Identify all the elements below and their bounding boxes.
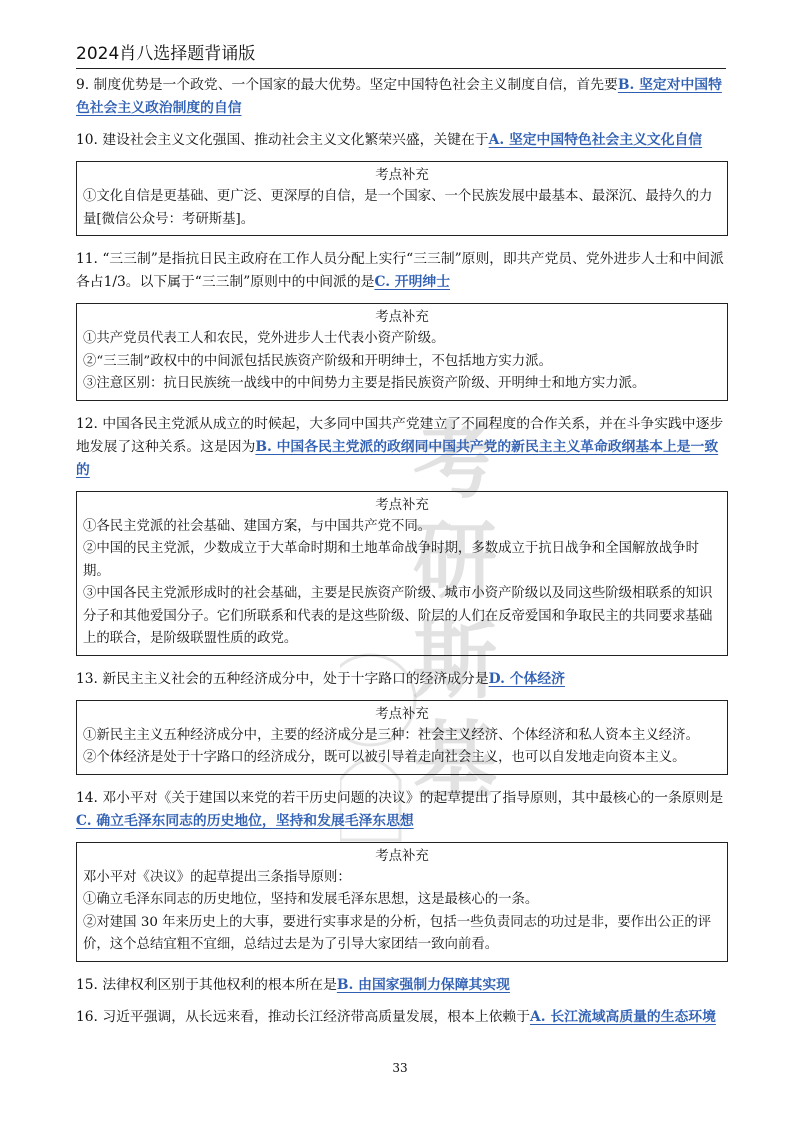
- note-line: ①新民主主义五种经济成分中，主要的经济成分是三种：社会主义经济、个体经济和私人资本主义经济。: [83, 727, 699, 743]
- note-line: ①各民主党派的社会基础、建国方案，与中国共产党不同。: [83, 518, 432, 534]
- note-line: ②对建国 30 年来历史上的大事，要进行实事求是的分析，包括一些负责同志的功过是非，要作出公正的评价，这个总结宜粗不宜细，总结过去是为了引导大家团结一致向前看。: [83, 914, 712, 952]
- note-box-title: 考点补充: [375, 497, 429, 513]
- note-line: ①确立毛泽东同志的历史地位，坚持和发展毛泽东思想，这是最核心的一条。: [83, 892, 539, 907]
- question-text: 11. “三三制”是指抗日民主政府在工作人员分配上实行“三三制”原则，即共产党员、党外进步人士和中间派各占1/3。以下属于“三三制”原则中的中间派的是: [76, 251, 724, 290]
- header-title: 2024肖八选择题背诵版: [76, 44, 256, 64]
- question-11: [76, 248, 728, 294]
- note-line: ③中国各民主党派形成时的社会基础，主要是民族资产阶级、城市小资产阶级以及同这些阶级相联系的知识分子和其他爱国分子。它们所联系和代表的是这些阶级、阶层的人们在反帝爱国和争取民主的共同要求基础上的联合，是阶级联盟性质的政党。: [83, 586, 713, 646]
- note-box: [76, 491, 728, 656]
- answer-text: D. 个体经济: [488, 670, 565, 687]
- question-text: 12. 中国各民主党派从成立的时候起，大多同中国共产党建立了不同程度的合作关系，并在斗争实践中逐步地发展了这种关系。这是因为: [76, 415, 724, 455]
- note-line: ②个体经济是处于十字路口的经济成分，既可以被引导着走向社会主义，也可以自发地走向资本主义。: [83, 750, 686, 765]
- note-box: [76, 700, 728, 775]
- watermark-char: 考: [412, 411, 498, 510]
- answer-text: B. 中国各民主党派的政纲同中国共产党的新民主主义革命政纲基本上是一致的: [76, 438, 719, 478]
- note-line: ②“三三制”政权中的中间派包括民族资产阶级和开明绅士，不包括地方实力派。: [83, 353, 552, 369]
- answer-text: A. 长江流域高质量的生态环境: [530, 1008, 716, 1025]
- answer-text: B. 坚定对中国特色社会主义政治制度的自信: [76, 77, 722, 116]
- note-box-title: 考点补充: [375, 168, 429, 183]
- watermark-char: 研: [412, 511, 498, 610]
- watermark-char: 斯: [412, 611, 498, 710]
- page-number: 33: [392, 1061, 408, 1075]
- answer-text: C. 确立毛泽东同志的历史地位，坚持和发展毛泽东思想: [76, 812, 414, 829]
- question-13: [76, 668, 728, 691]
- note-line: ①共产党员代表工人和农民，党外进步人士代表小资产阶级。: [83, 331, 445, 346]
- question-text: 14. 邓小平对《关于建国以来党的若干历史问题的决议》的起草提出了指导原则，其中最核心的一条原则是: [76, 789, 724, 806]
- question-text: 15. 法律权利区别于其他权利的根本所在是: [76, 976, 337, 993]
- question-14: [76, 787, 728, 833]
- note-box-title: 考点补充: [375, 310, 429, 325]
- question-text: 9. 制度优势是一个政党、一个国家的最大优势。坚定中国特色社会主义制度自信，首先要: [76, 77, 618, 93]
- watermark-char: 基: [412, 711, 498, 810]
- page-header: [76, 40, 726, 69]
- question-text: 16. 习近平强调，从长远来看，推动长江经济带高质量发展，根本上依赖于: [76, 1008, 531, 1025]
- page-content: [76, 74, 728, 1038]
- note-line: ③注意区别：抗日民族统一战线中的中间势力主要是指民族资产阶级、开明绅士和地方实力派。: [83, 376, 646, 391]
- answer-text: C. 开明绅士: [374, 274, 450, 290]
- note-box: [76, 161, 728, 236]
- question-text: 10. 建设社会主义文化强国、推动社会主义文化繁荣兴盛，关键在于: [76, 132, 489, 148]
- note-box: [76, 303, 728, 401]
- question-12: [76, 413, 728, 482]
- question-16: [76, 1006, 728, 1029]
- question-9: [76, 74, 728, 120]
- question-15: [76, 974, 728, 997]
- question-text: 13. 新民主主义社会的五种经济成分中，处于十字路口的经济成分是: [76, 670, 489, 687]
- question-10: [76, 129, 728, 152]
- note-line: 邓小平对《决议》的起草提出三条指导原则：: [83, 869, 351, 885]
- note-box-title: 考点补充: [375, 706, 429, 722]
- note-box: [76, 842, 728, 962]
- answer-text: B. 由国家强制力保障其实现: [336, 976, 510, 993]
- answer-text: A. 坚定中国特色社会主义文化自信: [488, 132, 703, 148]
- note-box-title: 考点补充: [375, 848, 429, 864]
- note-line: ①文化自信是更基础、更广泛、更深厚的自信，是一个国家、一个民族发展中最基本、最深沉、最持久的力量[微信公众号：考研斯基]。: [83, 189, 713, 227]
- note-line: ②中国的民主党派，少数成立于大革命时期和土地革命战争时期，多数成立于抗日战争和全国解放战争时期。: [83, 541, 699, 579]
